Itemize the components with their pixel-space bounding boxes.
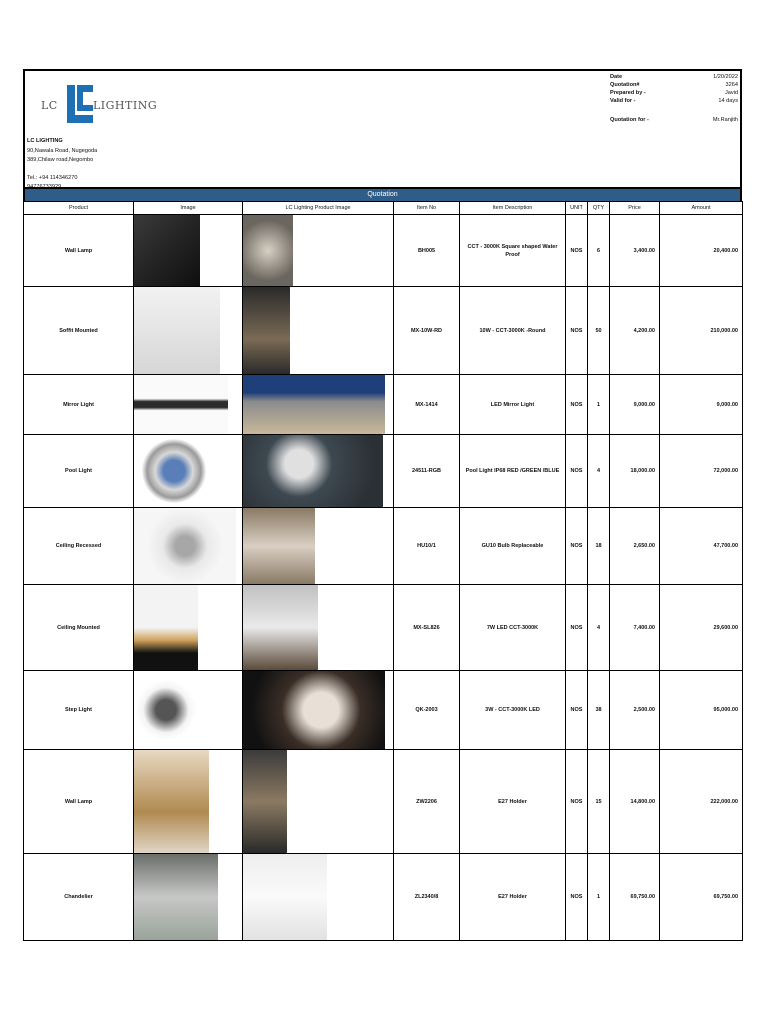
item-no-cell: MX-SL826: [394, 585, 460, 671]
company-name: LC LIGHTING: [27, 138, 63, 144]
mirror-bar-installed-photo: [243, 375, 385, 434]
header-price: Price: [610, 202, 660, 215]
image-cell: [134, 750, 243, 854]
lc-image-cell: [243, 585, 394, 671]
chandelier-hanging-photo: [243, 854, 327, 940]
qty-cell: 6: [588, 215, 610, 287]
price-cell: 18,000.00: [610, 435, 660, 508]
amount-cell: 222,000.00: [660, 750, 743, 854]
product-cell: Ceiling Mounted: [24, 585, 134, 671]
amount-cell: 210,000.00: [660, 287, 743, 375]
amount-cell: 29,600.00: [660, 585, 743, 671]
recessed-downlight-hand-photo: [243, 508, 315, 584]
unit-cell: NOS: [566, 585, 588, 671]
unit-cell: NOS: [566, 854, 588, 941]
brass-wall-lamp-installed-photo: [243, 750, 287, 853]
header-amount: Amount: [660, 202, 743, 215]
valid-for-value: 14 days: [718, 98, 738, 104]
price-cell: 4,200.00: [610, 287, 660, 375]
description-cell: LED Mirror Light: [460, 375, 566, 435]
price-cell: 14,800.00: [610, 750, 660, 854]
lc-image-cell: [243, 435, 394, 508]
header-description: Item Description: [460, 202, 566, 215]
lc-image-cell: [243, 854, 394, 941]
header-unit: UNIT: [566, 202, 588, 215]
unit-cell: NOS: [566, 671, 588, 750]
price-cell: 2,500.00: [610, 671, 660, 750]
lc-image-cell: [243, 671, 394, 750]
table-row: [24, 508, 743, 585]
description-cell: GU10 Bulb Replaceable: [460, 508, 566, 585]
price-cell: 69,750.00: [610, 854, 660, 941]
item-no-cell: MX-1414: [394, 375, 460, 435]
item-no-cell: HU10/1: [394, 508, 460, 585]
company-info: [27, 137, 97, 193]
header-box: [23, 69, 742, 189]
lc-logo-mark-icon: [65, 83, 95, 125]
date-label: Date: [610, 74, 623, 80]
wall-lamp-cube-photo: [134, 215, 200, 286]
valid-for-label: Valid for -: [610, 98, 636, 104]
unit-cell: NOS: [566, 435, 588, 508]
product-cell: Step Light: [24, 671, 134, 750]
unit-cell: NOS: [566, 750, 588, 854]
image-cell: [134, 585, 243, 671]
ceiling-spot-photo: [134, 585, 198, 670]
image-cell: [134, 508, 243, 585]
table-row: [24, 287, 743, 375]
description-cell: E27 Holder: [460, 750, 566, 854]
quotation-table: [23, 201, 743, 941]
mirror-bar-photo: [134, 375, 228, 434]
amount-cell: 69,750.00: [660, 854, 743, 941]
table-row: [24, 854, 743, 941]
item-no-cell: ZL2340/8: [394, 854, 460, 941]
description-cell: 10W - CCT-3000K -Round: [460, 287, 566, 375]
image-cell: [134, 215, 243, 287]
product-cell: Chandelier: [24, 854, 134, 941]
description-cell: 7W LED CCT-3000K: [460, 585, 566, 671]
qty-cell: 1: [588, 854, 610, 941]
header-qty: QTY: [588, 202, 610, 215]
qty-cell: 38: [588, 671, 610, 750]
product-cell: Soffit Mounted: [24, 287, 134, 375]
chandelier-photo: [134, 854, 218, 940]
soffit-cylinder-hand-photo: [243, 287, 290, 374]
company-mobile: 94776733929: [27, 184, 62, 190]
table-row: [24, 585, 743, 671]
table-header-row: [24, 202, 743, 215]
company-address-2: 389,Chilaw road,Negombo: [27, 157, 94, 163]
recessed-downlight-photo: [134, 508, 236, 584]
lc-image-cell: [243, 375, 394, 435]
image-cell: [134, 671, 243, 750]
unit-cell: NOS: [566, 287, 588, 375]
item-no-cell: 24511-RGB: [394, 435, 460, 508]
quotation-title-bar: Quotation: [23, 189, 742, 201]
soffit-cylinder-photo: [134, 287, 220, 374]
lc-image-cell: [243, 287, 394, 375]
header-image: Image: [134, 202, 243, 215]
product-cell: Wall Lamp: [24, 215, 134, 287]
company-tel: Tel.: +94 114346270: [27, 174, 78, 181]
qty-cell: 18: [588, 508, 610, 585]
header-lc-image: LC Lighting Product Image: [243, 202, 394, 215]
item-no-cell: MX-10W-RD: [394, 287, 460, 375]
amount-cell: 72,000.00: [660, 435, 743, 508]
description-cell: 3W - CCT-3000K LED: [460, 671, 566, 750]
company-address-1: 90,Nawala Road, Nugegoda: [27, 147, 98, 154]
lc-image-cell: [243, 750, 394, 854]
table-row: [24, 215, 743, 287]
step-light-photo: [134, 671, 198, 749]
header-item-no: Item No: [394, 202, 460, 215]
brass-wall-lamp-photo: [134, 750, 209, 853]
company-logo: [39, 83, 159, 127]
pool-light-photo: [134, 435, 214, 507]
amount-cell: 47,700.00: [660, 508, 743, 585]
quotation-number-value: 3264: [725, 82, 738, 88]
table-row: [24, 750, 743, 854]
header-product: Product: [24, 202, 134, 215]
unit-cell: NOS: [566, 215, 588, 287]
table-row: [24, 435, 743, 508]
prepared-by-label: Prepared by -: [610, 90, 646, 96]
price-cell: 3,400.00: [610, 215, 660, 287]
product-cell: Mirror Light: [24, 375, 134, 435]
logo-text-lc: LC: [41, 99, 58, 112]
quotation-sheet: [23, 69, 742, 941]
amount-cell: 9,000.00: [660, 375, 743, 435]
wall-lamp-installed-photo: [243, 215, 293, 286]
quotation-for-value: Mr.Ranjith: [712, 117, 738, 123]
qty-cell: 15: [588, 750, 610, 854]
table-row: [24, 375, 743, 435]
lc-image-cell: [243, 508, 394, 585]
date-value: 1/20/2022: [713, 74, 738, 80]
unit-cell: NOS: [566, 375, 588, 435]
image-cell: [134, 854, 243, 941]
item-no-cell: QK-2003: [394, 671, 460, 750]
lc-image-cell: [243, 215, 394, 287]
item-no-cell: ZW2206: [394, 750, 460, 854]
step-light-granite-photo: [243, 671, 385, 749]
qty-cell: 4: [588, 435, 610, 508]
qty-cell: 1: [588, 375, 610, 435]
quotation-meta: [610, 73, 738, 124]
quotation-for-label: Quotation for -: [610, 117, 649, 123]
product-cell: Pool Light: [24, 435, 134, 508]
price-cell: 9,000.00: [610, 375, 660, 435]
ceiling-spot-hand-photo: [243, 585, 318, 670]
quotation-number-label: Quotation#: [610, 82, 640, 88]
item-no-cell: BH005: [394, 215, 460, 287]
image-cell: [134, 375, 243, 435]
image-cell: [134, 287, 243, 375]
pool-light-hand-photo: [243, 435, 383, 507]
qty-cell: 50: [588, 287, 610, 375]
price-cell: 7,400.00: [610, 585, 660, 671]
amount-cell: 20,400.00: [660, 215, 743, 287]
product-cell: Wall Lamp: [24, 750, 134, 854]
description-cell: CCT - 3000K Square shaped Water Proof: [460, 215, 566, 287]
unit-cell: NOS: [566, 508, 588, 585]
table-row: [24, 671, 743, 750]
image-cell: [134, 435, 243, 508]
description-cell: E27 Holder: [460, 854, 566, 941]
qty-cell: 4: [588, 585, 610, 671]
price-cell: 2,650.00: [610, 508, 660, 585]
amount-cell: 95,000.00: [660, 671, 743, 750]
product-cell: Ceiling Recessed: [24, 508, 134, 585]
prepared-by-value: Javid: [724, 90, 738, 96]
logo-text-lighting: LIGHTING: [93, 99, 158, 112]
description-cell: Pool Light IP68 RED /GREEN /BLUE: [460, 435, 566, 508]
